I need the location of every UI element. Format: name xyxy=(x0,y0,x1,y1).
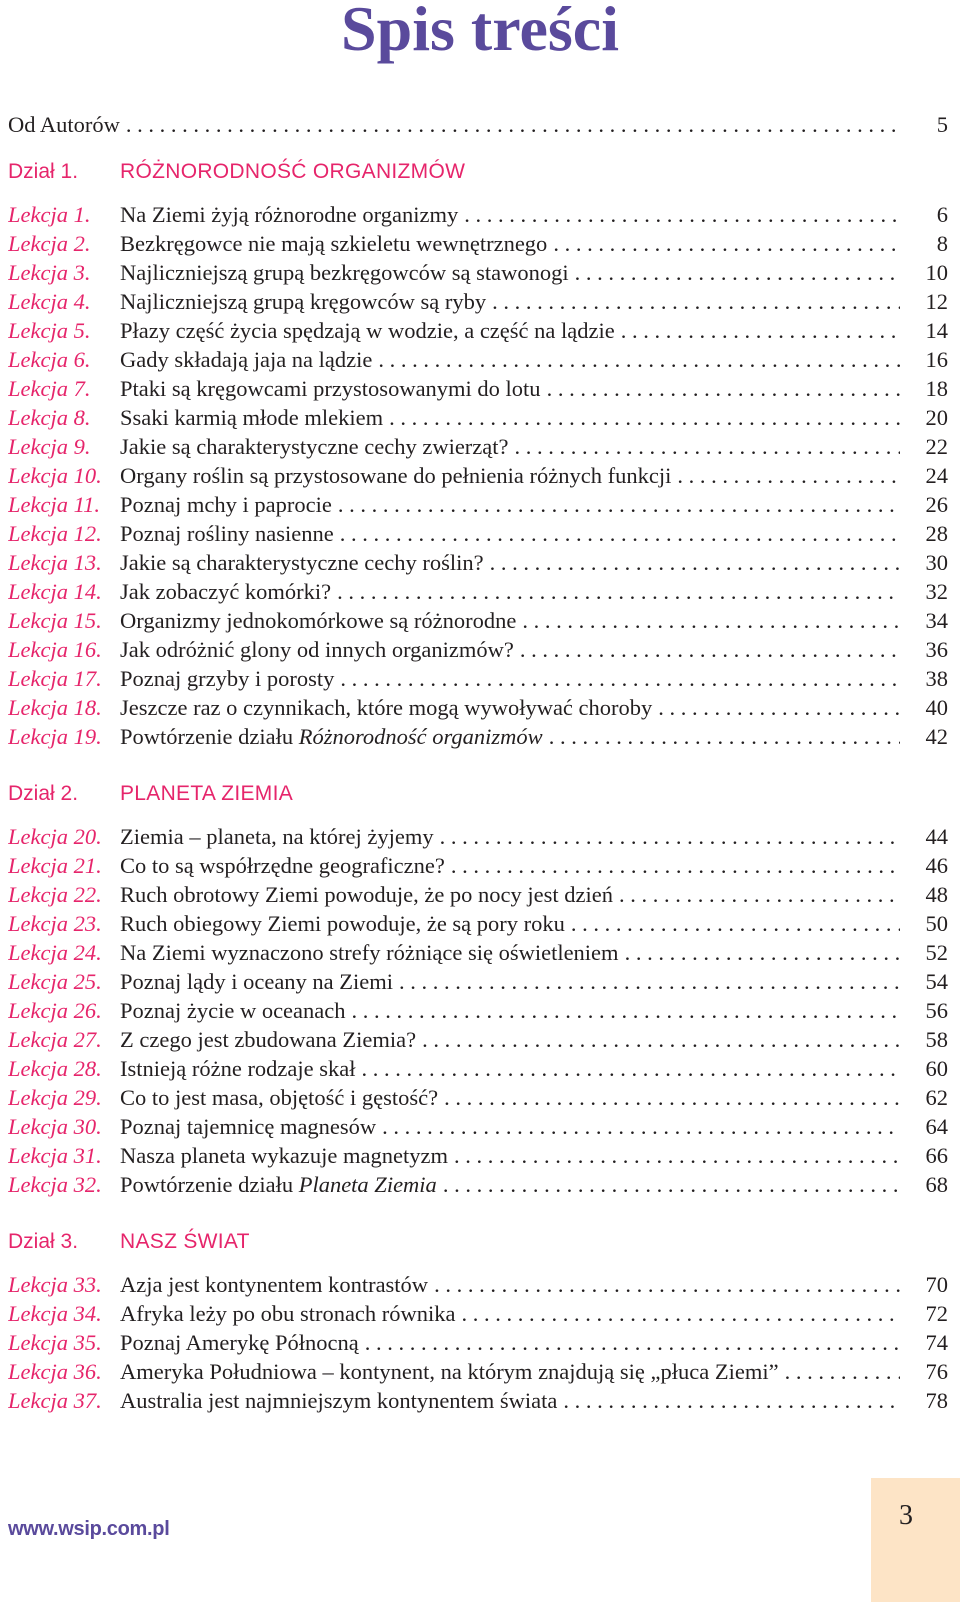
dot-leader xyxy=(625,938,900,967)
lesson-title-text: Ptaki są kręgowcami przystosowanymi do lotu xyxy=(120,376,541,401)
lesson-page: 54 xyxy=(925,969,948,994)
dot-leader xyxy=(378,345,900,374)
lesson-page: 50 xyxy=(925,911,948,936)
lesson-label: Lekcja 13. xyxy=(8,550,102,575)
lesson-title xyxy=(120,577,331,606)
toc-lesson-row[interactable] xyxy=(8,1270,948,1299)
lesson-page: 22 xyxy=(925,434,948,459)
toc-lesson-row[interactable] xyxy=(8,374,948,403)
lesson-title-text: Poznaj życie w oceanach xyxy=(120,998,346,1023)
lesson-title xyxy=(120,722,543,751)
lesson-title xyxy=(120,1170,437,1199)
lesson-label: Lekcja 32. xyxy=(8,1172,102,1197)
lesson-page: 58 xyxy=(925,1027,948,1052)
page-title: Spis treści xyxy=(341,0,619,64)
toc-lesson-row[interactable] xyxy=(8,1083,948,1112)
lesson-title-text: Poznaj tajemnicę magnesów xyxy=(120,1114,377,1139)
dot-leader xyxy=(490,548,900,577)
lesson-title-text: Poznaj lądy i oceany na Ziemi xyxy=(120,969,394,994)
lesson-title-text: Poznaj rośliny nasienne xyxy=(120,521,334,546)
lesson-title xyxy=(120,1112,376,1141)
section-gap xyxy=(8,1199,960,1227)
lesson-label: Lekcja 1. xyxy=(8,202,91,227)
lesson-label: Lekcja 24. xyxy=(8,940,102,965)
lesson-page: 42 xyxy=(925,724,948,749)
lesson-title-text: Organy roślin są przystosowane do pełnienia różnych funkcji xyxy=(120,463,672,488)
lesson-label: Lekcja 22. xyxy=(8,882,102,907)
lesson-title-italic: Planeta Ziemia xyxy=(298,1172,437,1197)
lesson-title xyxy=(120,345,372,374)
toc-lesson-row[interactable] xyxy=(8,606,948,635)
toc-lesson-row[interactable] xyxy=(8,1054,948,1083)
dot-leader xyxy=(553,229,900,258)
lesson-label: Lekcja 19. xyxy=(8,724,102,749)
lesson-page: 8 xyxy=(936,231,948,256)
lesson-title-text: Ssaki karmią młode mlekiem xyxy=(120,405,384,430)
lesson-label: Lekcja 27. xyxy=(8,1027,102,1052)
lesson-title-text: Jak odróżnić glony od innych organizmów? xyxy=(120,637,514,662)
lesson-title xyxy=(120,229,547,258)
lesson-label: Lekcja 5. xyxy=(8,318,91,343)
lesson-title-text: Afryka leży po obu stronach równika xyxy=(120,1301,456,1326)
dot-leader xyxy=(462,1299,900,1328)
dot-leader xyxy=(547,374,900,403)
section-name: RÓŻNORODNOŚĆ ORGANIZMÓW xyxy=(120,160,466,183)
lesson-title xyxy=(120,287,486,316)
toc-lesson-row[interactable] xyxy=(8,229,948,258)
toc-lesson-row[interactable] xyxy=(8,851,948,880)
lesson-page: 34 xyxy=(925,608,948,633)
lesson-page: 30 xyxy=(925,550,948,575)
toc-lesson-row[interactable] xyxy=(8,200,948,229)
lesson-label: Lekcja 16. xyxy=(8,637,102,662)
dot-leader xyxy=(492,287,900,316)
lesson-title xyxy=(120,461,671,490)
dot-leader xyxy=(338,490,900,519)
dot-leader xyxy=(362,1054,900,1083)
toc-lesson-row[interactable] xyxy=(8,519,948,548)
lesson-title-text: Ziemia – planeta, na której żyjemy xyxy=(120,824,434,849)
lesson-title-text: Bezkręgowce nie mają szkieletu wewnętrznego xyxy=(120,231,548,256)
dot-leader xyxy=(340,664,900,693)
lesson-page: 46 xyxy=(925,853,948,878)
toc-lesson-row[interactable] xyxy=(8,938,948,967)
dot-leader xyxy=(422,1025,900,1054)
section-number: Dział 1. xyxy=(8,160,79,183)
table-of-contents xyxy=(8,110,960,1415)
dot-leader xyxy=(563,1386,900,1415)
dot-leader xyxy=(444,1083,900,1112)
lesson-page: 6 xyxy=(936,202,948,227)
lesson-label: Lekcja 14. xyxy=(8,579,102,604)
lesson-title xyxy=(120,1054,356,1083)
lesson-label: Lekcja 12. xyxy=(8,521,102,546)
dot-leader xyxy=(337,577,900,606)
toc-lesson-row[interactable] xyxy=(8,967,948,996)
dot-leader xyxy=(571,909,900,938)
dot-leader xyxy=(677,461,900,490)
lesson-label: Lekcja 36. xyxy=(8,1359,102,1384)
dot-leader xyxy=(464,200,900,229)
lesson-title xyxy=(120,1083,438,1112)
dot-leader xyxy=(785,1357,900,1386)
lesson-label: Lekcja 2. xyxy=(8,231,91,256)
lesson-title xyxy=(120,1141,448,1170)
publisher-url[interactable]: www.wsip.com.pl xyxy=(8,1518,170,1540)
lesson-page: 10 xyxy=(925,260,948,285)
lesson-label: Lekcja 21. xyxy=(8,853,102,878)
lesson-title xyxy=(120,374,541,403)
lesson-title-text: Poznaj grzyby i porosty xyxy=(120,666,335,691)
toc-lesson-row[interactable] xyxy=(8,1328,948,1357)
toc-intro-row[interactable] xyxy=(8,110,948,139)
toc-lesson-row[interactable] xyxy=(8,880,948,909)
dot-leader xyxy=(575,258,900,287)
lesson-page: 44 xyxy=(925,824,948,849)
lesson-page: 48 xyxy=(925,882,948,907)
lesson-label: Lekcja 18. xyxy=(8,695,102,720)
lesson-label: Lekcja 37. xyxy=(8,1388,102,1413)
lesson-page: 18 xyxy=(925,376,948,401)
toc-lesson-row[interactable] xyxy=(8,996,948,1025)
toc-lesson-row[interactable] xyxy=(8,1386,948,1415)
toc-lesson-row[interactable] xyxy=(8,1112,948,1141)
lesson-title-text: Powtórzenie działu xyxy=(120,1172,299,1197)
lesson-page: 68 xyxy=(925,1172,948,1197)
dot-leader xyxy=(443,1170,900,1199)
lesson-page: 62 xyxy=(925,1085,948,1110)
dot-leader xyxy=(520,635,900,664)
lesson-title xyxy=(120,635,514,664)
lesson-page: 28 xyxy=(925,521,948,546)
lesson-title-text: Co to jest masa, objętość i gęstość? xyxy=(120,1085,439,1110)
lesson-title xyxy=(120,909,565,938)
lesson-page: 38 xyxy=(925,666,948,691)
lesson-title-text: Australia jest najmniejszym kontynentem świata xyxy=(120,1388,558,1413)
lesson-page: 26 xyxy=(925,492,948,517)
lesson-page: 32 xyxy=(925,579,948,604)
section-heading xyxy=(8,157,960,186)
lesson-label: Lekcja 4. xyxy=(8,289,91,314)
lesson-page: 14 xyxy=(925,318,948,343)
toc-lesson-row[interactable] xyxy=(8,287,948,316)
lesson-title-text: Co to są współrzędne geograficzne? xyxy=(120,853,445,878)
lesson-title-text: Nasza planeta wykazuje magnetyzm xyxy=(120,1143,448,1168)
lesson-title-text: Poznaj mchy i paprocie xyxy=(120,492,332,517)
lesson-label: Lekcja 9. xyxy=(8,434,91,459)
lesson-page: 16 xyxy=(925,347,948,372)
lesson-label: Lekcja 11. xyxy=(8,492,101,517)
lesson-title xyxy=(120,519,334,548)
lesson-page: 56 xyxy=(925,998,948,1023)
lesson-label: Lekcja 31. xyxy=(8,1143,102,1168)
toc-lesson-row[interactable] xyxy=(8,693,948,722)
lesson-title-text: Ruch obiegowy Ziemi powoduje, że są pory roku xyxy=(120,911,565,936)
section-heading xyxy=(8,1227,960,1256)
dot-leader xyxy=(434,1270,900,1299)
lesson-title xyxy=(120,258,569,287)
lesson-page: 64 xyxy=(925,1114,948,1139)
lesson-label: Lekcja 6. xyxy=(8,347,91,372)
lesson-title xyxy=(120,1270,428,1299)
lesson-title xyxy=(120,1025,416,1054)
toc-lesson-row[interactable] xyxy=(8,909,948,938)
dot-leader xyxy=(382,1112,900,1141)
lesson-label: Lekcja 29. xyxy=(8,1085,102,1110)
dot-leader xyxy=(522,606,900,635)
dot-leader xyxy=(340,519,900,548)
lesson-title-text: Na Ziemi wyznaczono strefy różniące się oświetleniem xyxy=(120,940,619,965)
lesson-title-text: Płazy część życia spędzają w wodzie, a część na lądzie xyxy=(120,318,615,343)
lesson-title-text: Organizmy jednokomórkowe są różnorodne xyxy=(120,608,517,633)
lesson-title-italic: Różnorodność organizmów xyxy=(298,724,543,749)
lesson-label: Lekcja 3. xyxy=(8,260,91,285)
dot-leader xyxy=(621,316,900,345)
dot-leader xyxy=(352,996,900,1025)
lesson-title xyxy=(120,664,334,693)
lesson-page: 36 xyxy=(925,637,948,662)
intro-title: Od Autorów xyxy=(8,112,120,137)
section-name: NASZ ŚWIAT xyxy=(120,1230,250,1253)
dot-leader xyxy=(451,851,900,880)
lesson-label: Lekcja 35. xyxy=(8,1330,102,1355)
lesson-title-text: Jakie są charakterystyczne cechy roślin? xyxy=(120,550,484,575)
lesson-title xyxy=(120,967,393,996)
toc-lesson-row[interactable] xyxy=(8,316,948,345)
lesson-page: 66 xyxy=(925,1143,948,1168)
lesson-title xyxy=(120,548,484,577)
lesson-title-text: Jakie są charakterystyczne cechy zwierząt? xyxy=(120,434,509,459)
lesson-label: Lekcja 34. xyxy=(8,1301,102,1326)
lesson-label: Lekcja 20. xyxy=(8,824,102,849)
lesson-page: 24 xyxy=(925,463,948,488)
dot-leader xyxy=(658,693,900,722)
lesson-title-text: Azja jest kontynentem kontrastów xyxy=(120,1272,429,1297)
lesson-page: 78 xyxy=(925,1388,948,1413)
lesson-page: 60 xyxy=(925,1056,948,1081)
toc-lesson-row[interactable] xyxy=(8,1357,948,1386)
toc-lesson-row[interactable] xyxy=(8,1299,948,1328)
lesson-title-text: Z czego jest zbudowana Ziemia? xyxy=(120,1027,417,1052)
lesson-title xyxy=(120,851,445,880)
lesson-page: 74 xyxy=(925,1330,948,1355)
page-number-box xyxy=(871,1478,960,1602)
dot-leader xyxy=(515,432,900,461)
section-number: Dział 3. xyxy=(8,1230,79,1253)
lesson-label: Lekcja 8. xyxy=(8,405,91,430)
lesson-title-text: Najliczniejszą grupą bezkręgowców są stawonogi xyxy=(120,260,569,285)
dot-leader xyxy=(399,967,900,996)
toc-lesson-row[interactable] xyxy=(8,635,948,664)
toc-lesson-row[interactable] xyxy=(8,664,948,693)
toc-lesson-row[interactable] xyxy=(8,577,948,606)
dot-leader xyxy=(440,822,900,851)
lesson-page: 12 xyxy=(925,289,948,314)
lesson-label: Lekcja 30. xyxy=(8,1114,102,1139)
lesson-page: 52 xyxy=(925,940,948,965)
lesson-title xyxy=(120,1357,779,1386)
lesson-page: 20 xyxy=(925,405,948,430)
sections-container xyxy=(8,157,960,1415)
lesson-title xyxy=(120,432,509,461)
lesson-title xyxy=(120,1328,359,1357)
lesson-title xyxy=(120,1386,557,1415)
lesson-label: Lekcja 28. xyxy=(8,1056,102,1081)
toc-lesson-row[interactable] xyxy=(8,722,948,751)
lesson-title-text: Ruch obrotowy Ziemi powoduje, że po nocy jest dzień xyxy=(120,882,614,907)
toc-lesson-row[interactable] xyxy=(8,432,948,461)
lesson-label: Lekcja 10. xyxy=(8,463,102,488)
dot-leader xyxy=(454,1141,900,1170)
lesson-title xyxy=(120,403,383,432)
toc-lesson-row[interactable] xyxy=(8,461,948,490)
lesson-title-text: Istnieją różne rodzaje skał xyxy=(120,1056,356,1081)
toc-lesson-row[interactable] xyxy=(8,345,948,374)
section-gap xyxy=(8,751,960,779)
lesson-title-text: Najliczniejszą grupą kręgowców są ryby xyxy=(120,289,487,314)
toc-lesson-row[interactable] xyxy=(8,1170,948,1199)
dot-leader xyxy=(365,1328,900,1357)
lesson-title xyxy=(120,316,615,345)
lesson-page: 70 xyxy=(925,1272,948,1297)
toc-lesson-row[interactable] xyxy=(8,822,948,851)
lesson-page: 76 xyxy=(925,1359,948,1384)
lesson-title-text: Jeszcze raz o czynnikach, które mogą wywoływać choroby xyxy=(120,695,653,720)
lesson-label: Lekcja 33. xyxy=(8,1272,102,1297)
lesson-title-text: Na Ziemi żyją różnorodne organizmy xyxy=(120,202,459,227)
lesson-title xyxy=(120,1299,456,1328)
lesson-title-text: Jak zobaczyć komórki? xyxy=(120,579,332,604)
lesson-label: Lekcja 7. xyxy=(8,376,91,401)
lesson-title-text: Powtórzenie działu xyxy=(120,724,299,749)
lesson-title-text: Ameryka Południowa – kontynent, na którym znajdują się „płuca Ziemi” xyxy=(120,1359,779,1384)
lesson-title xyxy=(120,996,346,1025)
lesson-title xyxy=(120,200,458,229)
lesson-title-text: Poznaj Amerykę Północną xyxy=(120,1330,359,1355)
dot-leader xyxy=(619,880,900,909)
lesson-title xyxy=(120,606,516,635)
section-name: PLANETA ZIEMIA xyxy=(120,782,294,805)
lesson-title xyxy=(120,880,613,909)
lesson-title xyxy=(120,938,619,967)
toc-lesson-row[interactable] xyxy=(8,1141,948,1170)
dot-leader xyxy=(389,403,900,432)
lesson-page: 40 xyxy=(925,695,948,720)
lesson-page: 72 xyxy=(925,1301,948,1326)
lesson-title xyxy=(120,822,434,851)
page-number: 3 xyxy=(899,1500,913,1531)
lesson-label: Lekcja 26. xyxy=(8,998,102,1023)
lesson-label: Lekcja 15. xyxy=(8,608,102,633)
toc-lesson-row[interactable] xyxy=(8,548,948,577)
lesson-label: Lekcja 23. xyxy=(8,911,102,936)
toc-lesson-row[interactable] xyxy=(8,1025,948,1054)
toc-lesson-row[interactable] xyxy=(8,490,948,519)
lesson-label: Lekcja 25. xyxy=(8,969,102,994)
toc-lesson-row[interactable] xyxy=(8,258,948,287)
lesson-title xyxy=(120,693,652,722)
lesson-title xyxy=(120,490,332,519)
dot-leader xyxy=(549,722,900,751)
dot-leader xyxy=(126,110,900,139)
section-heading xyxy=(8,779,960,808)
lesson-title-text: Gady składają jaja na lądzie xyxy=(120,347,373,372)
toc-lesson-row[interactable] xyxy=(8,403,948,432)
intro-page: 5 xyxy=(936,112,948,137)
lesson-label: Lekcja 17. xyxy=(8,666,102,691)
section-number: Dział 2. xyxy=(8,782,79,805)
